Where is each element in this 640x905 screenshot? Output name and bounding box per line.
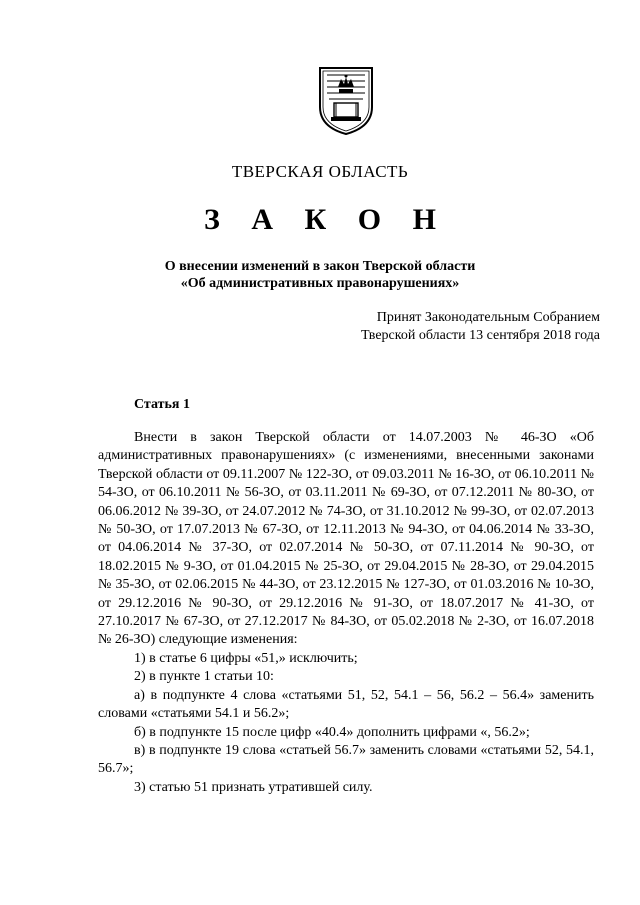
article-body [98, 429, 594, 797]
article-item-2b: б) в подпункте 15 после цифр «40.4» дополнить цифрами «, 56.2»; [134, 724, 530, 740]
article-item-2c: в) в подпункте 19 слова «статьей 56.7» заменить словами «статьями 52, 54.1, 56.7»; [98, 742, 594, 777]
law-title-line-2: «Об административных правонарушениях» [180, 276, 460, 291]
coat-of-arms-icon [317, 65, 375, 137]
article-title: Статья 1 [134, 397, 190, 412]
article-item-2: 2) в пункте 1 статьи 10: [134, 669, 274, 685]
adoption-line-2: Тверской области 13 сентября 2018 года [360, 328, 600, 343]
article-item-3: 3) статью 51 признать утратившей силу. [134, 779, 373, 795]
law-title [0, 258, 640, 292]
adoption-line-1: Принят Законодательным Собранием [376, 310, 600, 325]
article-item-2a: а) в подпункте 4 слова «статьями 51, 52, 54.1 – 56, 56.2 – 56.4» заменить словами «статьями 54.1 и 56.2»; [98, 687, 594, 722]
adoption-note [300, 309, 600, 345]
law-title-line-1: О внесении изменений в закон Тверской области [164, 259, 476, 274]
article-intro: Внести в закон Тверской области от 14.07.2003 № 46-ЗО «Об административных правонарушениях» (с изменениями, внесенными законами Тверской области от 09.11.2007 № 122-ЗО, от 09.03.2011 № 16-ЗО, от 06.10.2011 № 54-ЗО, от 06.10.2011 № 56-ЗО, от 03.11.2011 № 69-ЗО, от 07.12.2011 № 80-ЗО, от 06.06.2012 № 39-ЗО, от 24.07.2012 № 74-ЗО, от 31.10.2012 № 99-ЗО, от 02.07.2013 № 50-ЗО, от 17.07.2013 № 67-ЗО, от 12.11.2013 № 94-ЗО, от 04.06.2014 № 33-ЗО, от 04.06.2014 № 37-ЗО, от 02.07.2014 № 50-ЗО, от 07.11.2014 № 90-ЗО, от 18.02.2015 № 9-ЗО, от 01.04.2015 № 25-ЗО, от 29.04.2015 № 28-ЗО, от 29.04.2015 № 35-ЗО, от 02.06.2015 № 44-ЗО, от 23.12.2015 № 127-ЗО, от 01.03.2016 № 10-ЗО, от 29.12.2016 № 90-ЗО, от 29.12.2016 № 91-ЗО, от 18.07.2017 № 41-ЗО, от 27.10.2017 № 67-ЗО, от 27.12.2017 № 84-ЗО, от 05.02.2018 № 2-ЗО, от 16.07.2018 № 26-ЗО) следующие изменения: [98, 430, 594, 648]
region-name: ТВЕРСКАЯ ОБЛАСТЬ [231, 162, 409, 181]
article-item-1: 1) в статье 6 цифры «51,» исключить; [134, 650, 358, 666]
document-type: З А К О Н [204, 203, 448, 236]
